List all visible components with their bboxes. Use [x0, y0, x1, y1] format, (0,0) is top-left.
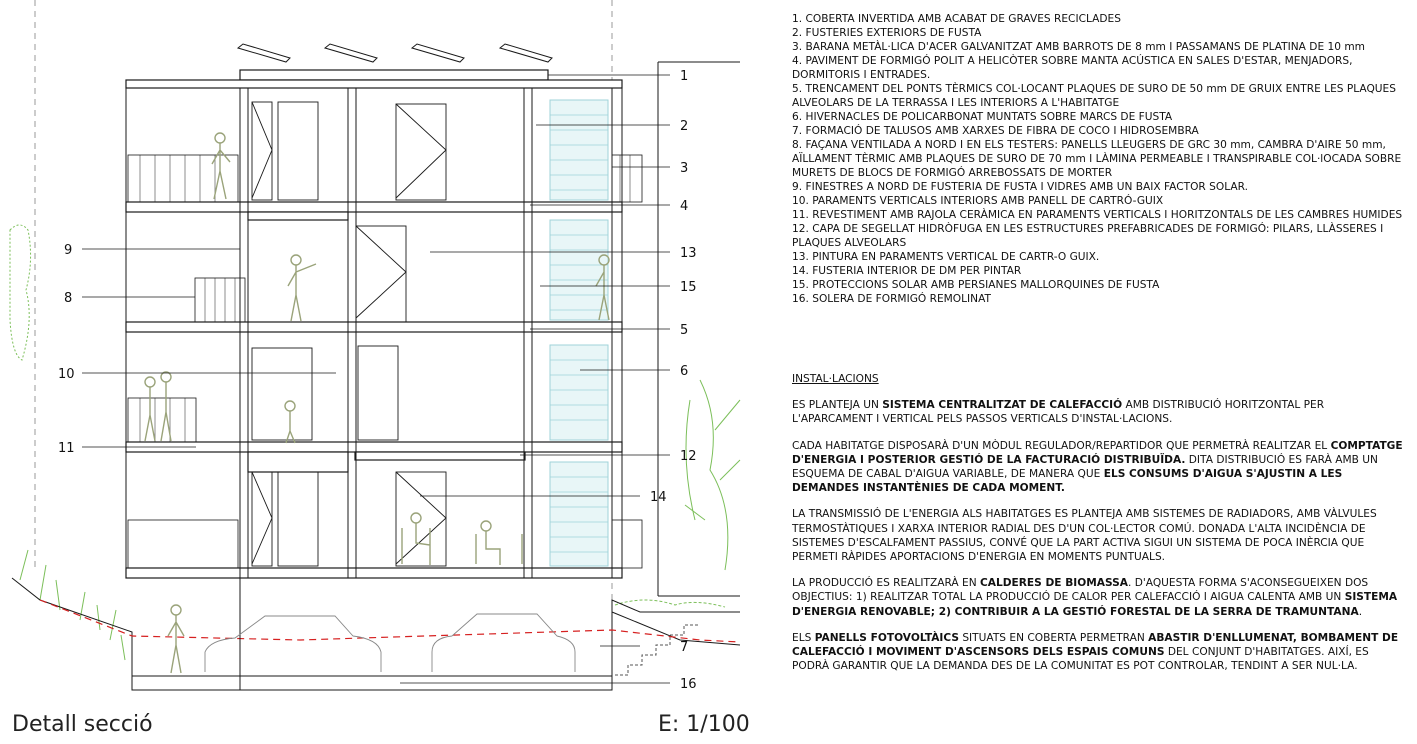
legend-list	[792, 12, 1407, 306]
legend-item: 14. FUSTERIA INTERIOR DE DM PER PINTAR	[792, 265, 1022, 277]
figure-5	[161, 372, 171, 441]
callout-1: 1	[680, 69, 689, 84]
installations-heading: INSTAL·LACIONS	[792, 373, 879, 385]
legend-item: 7. FORMACIÓ DE TALUSOS AMB XARXES DE FIBRA DE COCO I HIDROSEMBRA	[792, 125, 1199, 137]
guide-lines	[35, 0, 612, 600]
drawing-scale: E: 1/100	[658, 712, 750, 737]
columns	[126, 62, 740, 690]
drawing-title: Detall secció	[12, 712, 153, 737]
callout-6: 6	[680, 364, 689, 379]
legend-item: 10. PARAMENTS VERTICALS INTERIORS AMB PANELL DE CARTRÓ-GUIX	[792, 195, 1164, 207]
building-structure	[126, 70, 622, 578]
callout-13: 13	[680, 246, 697, 261]
callout-10: 10	[58, 367, 75, 382]
figure-4	[145, 377, 155, 441]
legend-item: 1. COBERTA INVERTIDA AMB ACABAT DE GRAVES RECICLADES	[792, 13, 1121, 25]
legend-item: 6. HIVERNACLES DE POLICARBONAT MUNTATS SOBRE MARCS DE FUSTA	[792, 111, 1173, 123]
people-figures	[145, 133, 609, 673]
legend-item: 4. PAVIMENT DE FORMIGÓ POLIT A HELICÒTER SOBRE MANTA ACÚSTICA EN SALES D'ESTAR, MENJADORS, DORMITORIS I ENTRADES.	[792, 55, 1353, 81]
installations-paragraph-1: ES PLANTEJA UN SISTEMA CENTRALITZAT DE CALEFACCIÓ AMB DISTRIBUCIÓ HORITZONTAL PER L'APARCAMENT I VERTICAL PELS PASSOS VERTICALS D'INSTAL·LACIONS.	[792, 399, 1325, 426]
parked-cars	[205, 614, 575, 672]
figure-2	[288, 255, 316, 321]
legend-item: 3. BARANA METÀL·LICA D'ACER GALVANITZAT AMB BARROTS DE 8 mm I PASSAMANS DE PLATINA DE 10 mm	[792, 41, 1365, 53]
ground	[12, 578, 740, 690]
callout-16: 16	[680, 677, 697, 692]
legend-item: 2. FUSTERIES EXTERIORS DE FUSTA	[792, 27, 982, 39]
callout-14: 14	[650, 490, 667, 505]
legend-item: 16. SOLERA DE FORMIGÓ REMOLINAT	[792, 293, 991, 305]
callout-4: 4	[680, 199, 689, 214]
callout-15: 15	[680, 280, 697, 295]
installations-paragraph-4: LA PRODUCCIÓ ES REALITZARÀ EN CALDERES DE BIOMASSA. D'AQUESTA FORMA S'ACONSEGUEIXEN DOS OBJECTIUS: 1) REALITZAR TOTAL LA PRODUCCIÓ DE CALOR PER CALEFACCIÓ I AIGUA CALENTA AMB UN SISTEMA D'ENERGIA RENOVABLE; 2) CONTRIBUIR A LA GESTIÓ FORESTAL DE LA SERRA DE TRAMUNTANA.	[792, 577, 1398, 618]
callout-9: 9	[64, 243, 73, 258]
callout-12: 12	[680, 449, 697, 464]
vegetation-right	[615, 380, 740, 607]
legend-item: 9. FINESTRES A NORD DE FUSTERIA DE FUSTA I VIDRES AMB UN BAIX FACTOR SOLAR.	[792, 181, 1248, 193]
legend-item: 8. FAÇANA VENTILADA A NORD I EN ELS TESTERS: PANELLS LLEUGERS DE GRC 30 mm, CAMBRA D'AIRE 50 mm, AÏLLAMENT TÈRMIC AMB PLAQUES DE SURO DE 70 mm I LÀMINA PERMEABLE I TRANSPIRABLE COL·lOCADA SOBRE MURETS DE BLOCS DE FORMIGÓ ARREBOSSATS DE MORTER	[792, 139, 1402, 179]
figure-9	[168, 605, 184, 673]
callout-5: 5	[680, 323, 689, 338]
legend-item: 15. PROTECCIONS SOLAR AMB PERSIANES MALLORQUINES DE FUSTA	[792, 279, 1160, 291]
callout-11: 11	[58, 441, 75, 456]
callout-7: 7	[680, 640, 689, 655]
installations-paragraph-3: LA TRANSMISSIÓ DE L'ENERGIA ALS HABITATGES ES PLANTEJA AMB SISTEMES DE RADIADORS, AMB VÀLVULES TERMOSTÀTIQUES I XARXA INTERIOR RADIAL DES D'UN COL·LECTOR COMÚ. DONADA L'ALTA INCIDÈNCIA DE SISTEMES D'ESCALFAMENT PASSIUS, CONVÉ QUE LA PART ACTIVA SIGUI UN SISTEMA DE POCA INÈRCIA QUE PERMETI RÀPIDES APORTACIONS D'ENERGIA EN MOMENTS PUNTUALS.	[792, 508, 1377, 564]
installations-paragraph-5: ELS PANELLS FOTOVOLTÀICS SITUATS EN COBERTA PERMETRAN ABASTIR D'ENLLUMENAT, BOMBAMENT DE CALEFACCIÓ I MOVIMENT D'ASCENSORS DELS ESPAIS COMUNS DEL CONJUNT D'HABITATGES. AIXÍ, ES PODRÀ GARANTIR QUE LA DEMANDA DES DE LA COMUNITAT ES POT CONTROLAR, TENDINT A SER NUL·LA.	[792, 631, 1399, 673]
installations-section	[792, 372, 1407, 685]
figure-8	[476, 521, 522, 565]
doors	[252, 102, 446, 566]
callout-3: 3	[680, 161, 689, 176]
callout-8: 8	[64, 291, 73, 306]
figure-1	[212, 133, 230, 199]
figure-6	[285, 401, 295, 443]
solar-panels	[238, 44, 552, 62]
callout-2: 2	[680, 119, 689, 134]
legend-item: 11. REVESTIMENT AMB RAJOLA CERÀMICA EN PARAMENTS VERTICALS I HORITZONTALS DE LES CAMBRES HUMIDES	[792, 209, 1403, 221]
legend-item: 5. TRENCAMENT DEL PONTS TÈRMICS COL·LOCANT PLAQUES DE SURO DE 50 mm DE GRUIX ENTRE LES PLAQUES ALVEOLARS DE LA TERRASSA I LES INTERIORS A L'HABITATGE	[792, 83, 1396, 109]
legend-item: 12. CAPA DE SEGELLAT HIDRÒFUGA EN LES ESTRUCTURES PREFABRICADES DE FORMIGÓ: PILARS, LLÀSSERES I PLAQUES ALVEOLARS	[792, 223, 1384, 249]
installations-paragraph-2: CADA HABITATGE DISPOSARÀ D'UN MÒDUL REGULADOR/REPARTIDOR QUE PERMETRÀ REALITZAR EL COMPTATGE D'ENERGIA I POSTERIOR GESTIÓ DE LA FACTURACIÓ DISTRIBUÏDA. DITA DISTRIBUCIÓ ES FARÀ AMB UN ESQUEMA DE CABAL D'AIGUA VARIABLE, DE MANERA QUE ELS CONSUMS D'AIGUA S'AJUSTIN A LES DEMANDES INSTANTÈNIES DE CADA MOMENT.	[792, 439, 1403, 495]
figure-7	[402, 513, 430, 565]
legend-item: 13. PINTURA EN PARAMENTS VERTICAL DE CARTR-O GUIX.	[792, 251, 1100, 263]
